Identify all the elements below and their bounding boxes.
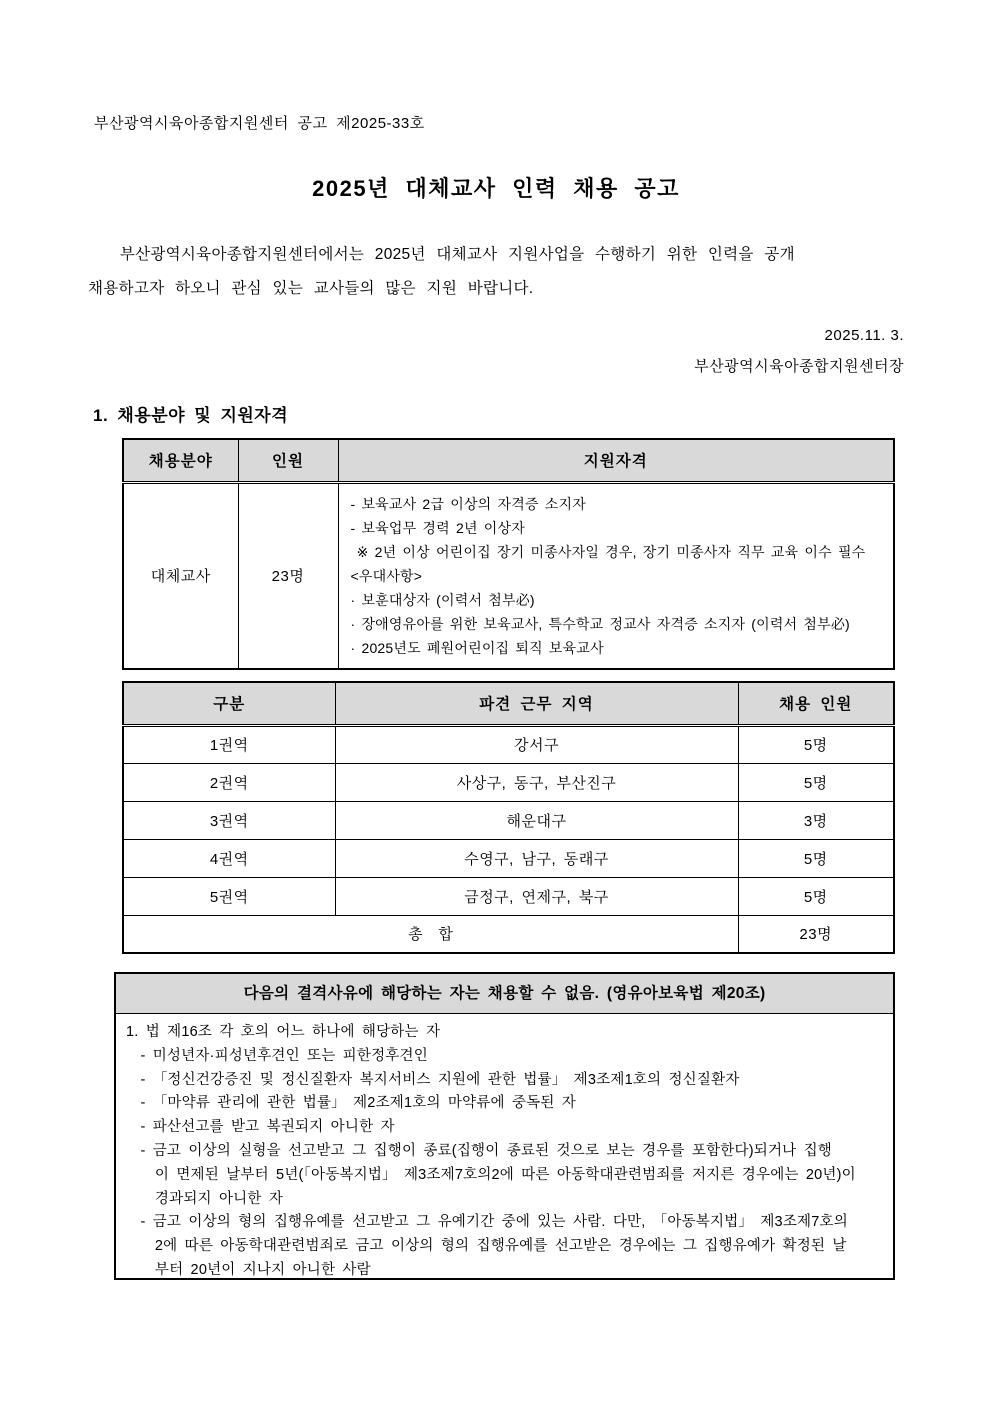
disqualification-line: - 「마약류 관리에 관한 법률」 제2조제1호의 마약류에 중독된 자 bbox=[126, 1095, 577, 1112]
recruitment-header-qualification: 지원자격 bbox=[338, 439, 894, 482]
intro-line-2: 채용하고자 하오니 관심 있는 교사들의 많은 지원 바랍니다. bbox=[88, 280, 534, 297]
qualification-line: - 보육업무 경력 2년 이상자 bbox=[350, 519, 525, 536]
region-zone-cell: 2권역 bbox=[123, 763, 335, 801]
section-1-heading: 1. 채용분야 및 지원자격 bbox=[93, 406, 289, 425]
region-table-row bbox=[123, 877, 894, 915]
region-table-row bbox=[123, 839, 894, 877]
disqualification-line: - 미성년자·피성년후견인 또는 피한정후견인 bbox=[126, 1047, 428, 1064]
region-count-cell: 5명 bbox=[738, 839, 894, 877]
recruitment-header-field: 채용분야 bbox=[123, 439, 238, 482]
region-count-cell: 3명 bbox=[738, 801, 894, 839]
announcement-signer: 부산광역시육아종합지원센터장 bbox=[694, 358, 904, 375]
disqualification-line: 2에 따른 아동학대관련범죄로 금고 이상의 형의 집행유예를 선고받은 경우에는 그 집행유예가 확정된 날 bbox=[126, 1238, 847, 1255]
recruitment-table-row bbox=[123, 482, 894, 669]
region-count-cell: 5명 bbox=[738, 877, 894, 915]
qualification-line: · 보훈대상자 (이력서 첨부必) bbox=[350, 591, 535, 608]
intro-line-1: 부산광역시육아종합지원센터에서는 2025년 대체교사 지원사업을 수행하기 위한 인력을 공개 bbox=[88, 246, 795, 263]
disqualification-box-title: 다음의 결격사유에 해당하는 자는 채용할 수 없음. (영유아보육법 제20조) bbox=[116, 974, 893, 1014]
disqualification-line: 이 면제된 날부터 5년(「아동복지법」 제3조제7호의2에 따른 아동학대관련범죄를 저지른 경우에는 20년)이 bbox=[126, 1166, 856, 1183]
region-count-cell: 5명 bbox=[738, 725, 894, 763]
disqualification-line: - 금고 이상의 실형을 선고받고 그 집행이 종료(집행이 종료된 것으로 보는 경우를 포함한다)되거나 집행 bbox=[126, 1142, 832, 1159]
recruitment-field-cell: 대체교사 bbox=[123, 482, 238, 669]
intro-paragraph bbox=[88, 238, 908, 306]
region-table-row bbox=[123, 801, 894, 839]
disqualification-line: - 파산선고를 받고 복권되지 아니한 자 bbox=[126, 1119, 395, 1136]
qualification-line: <우대사항> bbox=[350, 567, 423, 584]
region-zone-cell: 5권역 bbox=[123, 877, 335, 915]
disqualification-box-body bbox=[116, 1014, 893, 1280]
recruitment-count-cell: 23명 bbox=[238, 482, 338, 669]
recruitment-table-header-row bbox=[123, 439, 894, 482]
region-header-area: 파견 근무 지역 bbox=[335, 682, 738, 725]
region-area-cell: 수영구, 남구, 동래구 bbox=[335, 839, 738, 877]
region-table-total-row bbox=[123, 915, 894, 953]
region-total-label-cell: 총 합 bbox=[123, 915, 738, 953]
qualification-line: · 2025년도 폐원어린이집 퇴직 보육교사 bbox=[350, 639, 604, 656]
disqualification-line: - 「정신건강증진 및 정신질환자 복지서비스 지원에 관한 법률」 제3조제1호의 정신질환자 bbox=[126, 1071, 740, 1088]
region-table-row bbox=[123, 725, 894, 763]
disqualification-line: 부터 20년이 지나지 아니한 사람 bbox=[126, 1261, 371, 1278]
recruitment-header-count: 인원 bbox=[238, 439, 338, 482]
disqualification-line: - 금고 이상의 형의 집행유예를 선고받고 그 유예기간 중에 있는 사람. 다만, 「아동복지법」 제3조제7호의 bbox=[126, 1214, 848, 1231]
region-area-cell: 사상구, 동구, 부산진구 bbox=[335, 763, 738, 801]
announcement-date: 2025.11. 3. bbox=[824, 327, 904, 344]
page-title: 2025년 대체교사 인력 채용 공고 bbox=[312, 176, 680, 201]
region-total-count-cell: 23명 bbox=[738, 915, 894, 953]
region-assignment-table bbox=[122, 681, 895, 954]
region-zone-cell: 3권역 bbox=[123, 801, 335, 839]
region-area-cell: 해운대구 bbox=[335, 801, 738, 839]
region-header-zone: 구분 bbox=[123, 682, 335, 725]
region-area-cell: 강서구 bbox=[335, 725, 738, 763]
qualification-line: · 장애영유아를 위한 보육교사, 특수학교 정교사 자격증 소지자 (이력서 첨부必) bbox=[350, 615, 850, 632]
region-zone-cell: 1권역 bbox=[123, 725, 335, 763]
recruitment-qualifications-cell bbox=[338, 482, 894, 669]
disqualification-line: 1. 법 제16조 각 호의 어느 하나에 해당하는 자 bbox=[126, 1024, 441, 1040]
recruitment-table bbox=[122, 438, 895, 670]
qualification-line: ※ 2년 이상 어린이집 장기 미종사자일 경우, 장기 미종사자 직무 교육 이수 필수 bbox=[350, 543, 866, 560]
region-table-header-row bbox=[123, 682, 894, 725]
region-header-count: 채용 인원 bbox=[738, 682, 894, 725]
region-count-cell: 5명 bbox=[738, 763, 894, 801]
disqualification-box bbox=[114, 972, 895, 1280]
region-area-cell: 금정구, 연제구, 북구 bbox=[335, 877, 738, 915]
disqualification-line: 경과되지 아니한 자 bbox=[126, 1190, 284, 1207]
document-number: 부산광역시육아종합지원센터 공고 제2025-33호 bbox=[94, 115, 425, 132]
qualification-line: - 보육교사 2급 이상의 자격증 소지자 bbox=[350, 495, 586, 512]
region-zone-cell: 4권역 bbox=[123, 839, 335, 877]
region-table-row bbox=[123, 763, 894, 801]
